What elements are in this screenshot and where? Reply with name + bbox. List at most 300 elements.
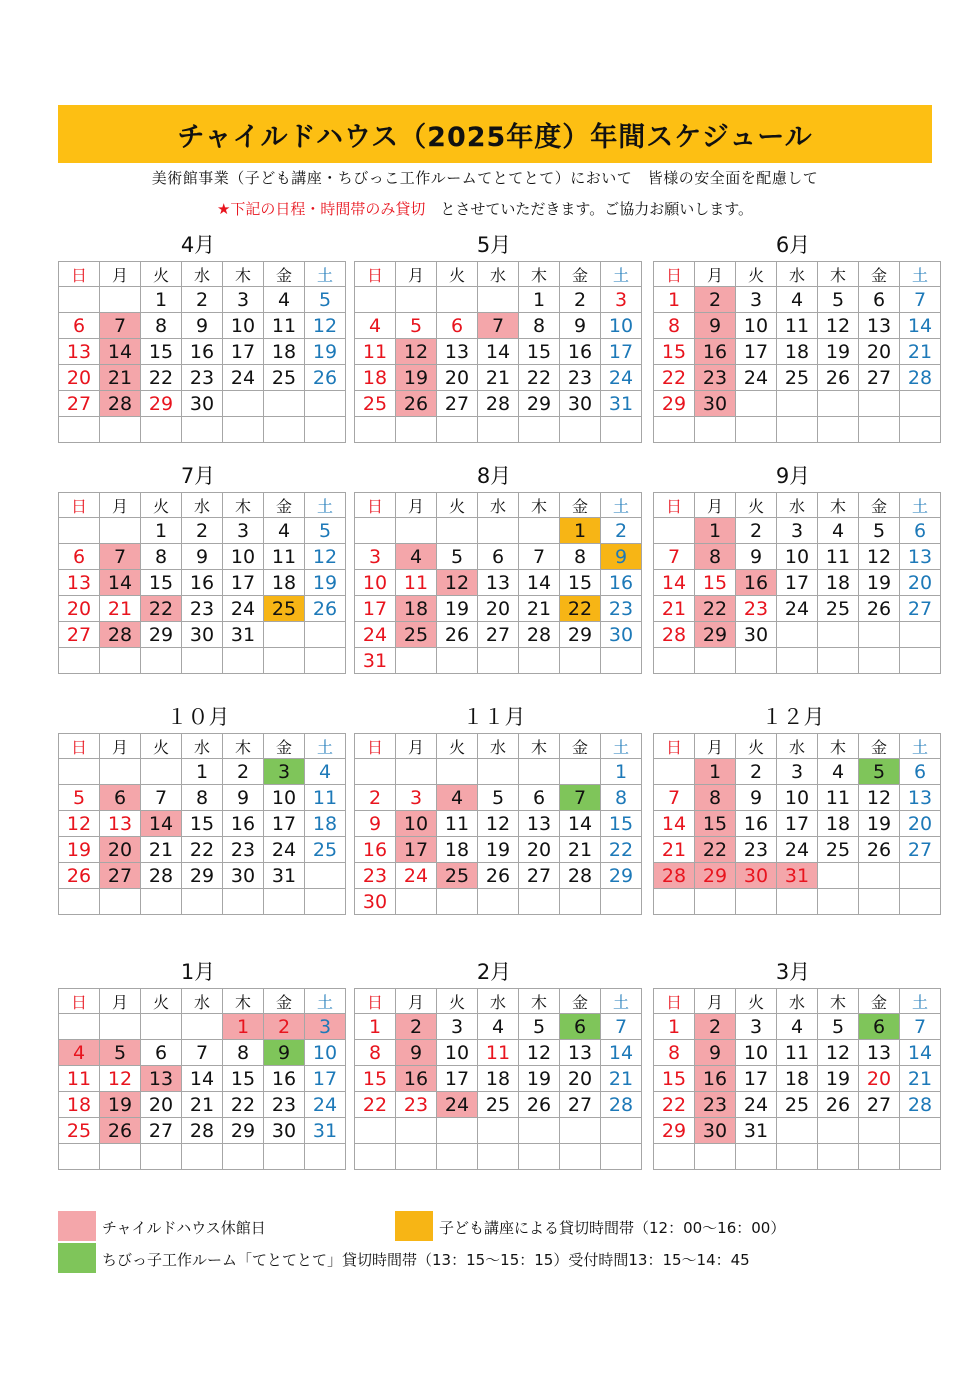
day-cell: 5 [437,544,478,570]
week-row [654,785,941,811]
empty-cell [100,889,141,915]
day-cell: 30 [736,622,777,648]
empty-cell [519,759,560,785]
day-cell: 24 [223,596,264,622]
day-cell: 25 [478,1092,519,1118]
day-cell: 3 [264,759,305,785]
week-row [654,1144,941,1170]
day-cell: 21 [900,1066,941,1092]
week-row [59,1092,346,1118]
weekday-header: 月 [100,262,141,287]
day-cell: 30 [736,863,777,889]
empty-cell [100,648,141,674]
empty-cell [59,889,100,915]
empty-cell [59,287,100,313]
weekday-header: 日 [654,262,695,287]
day-cell: 9 [560,313,601,339]
week-row [355,313,642,339]
weekday-header: 日 [59,262,100,287]
day-cell: 27 [519,863,560,889]
day-cell: 28 [654,863,695,889]
month-table [58,733,346,915]
day-cell: 26 [100,1118,141,1144]
month-table [653,261,941,443]
day-cell: 29 [560,622,601,648]
day-cell: 20 [141,1092,182,1118]
day-cell: 8 [355,1040,396,1066]
empty-cell [355,518,396,544]
day-cell: 27 [859,1092,900,1118]
day-cell: 24 [355,622,396,648]
day-cell: 12 [818,313,859,339]
day-cell: 5 [818,287,859,313]
week-row [654,759,941,785]
empty-cell [396,518,437,544]
empty-cell [859,1118,900,1144]
weekday-header-row [59,262,346,287]
week-row [355,417,642,443]
day-cell: 1 [654,1014,695,1040]
day-cell: 17 [601,339,642,365]
day-cell: 12 [100,1066,141,1092]
month-label: 4月 [180,233,216,257]
day-cell: 8 [695,544,736,570]
weekday-header: 火 [141,493,182,518]
day-cell: 13 [900,544,941,570]
day-cell: 5 [305,287,346,313]
day-cell: 4 [264,287,305,313]
month-calendar [354,956,634,1170]
day-cell: 9 [182,544,223,570]
day-cell: 15 [141,339,182,365]
day-cell: 13 [478,570,519,596]
day-cell: 13 [437,339,478,365]
month-label: 7月 [180,464,216,488]
day-cell: 2 [182,287,223,313]
day-cell: 25 [818,596,859,622]
weekday-header: 金 [560,262,601,287]
day-cell: 8 [141,313,182,339]
weekday-header: 水 [478,493,519,518]
empty-cell [478,889,519,915]
day-cell: 26 [305,365,346,391]
day-cell: 27 [100,863,141,889]
week-row [654,648,941,674]
weekday-header: 火 [141,262,182,287]
weekday-header: 金 [560,734,601,759]
day-cell: 14 [601,1040,642,1066]
empty-cell [100,1144,141,1170]
day-cell: 20 [100,837,141,863]
empty-cell [437,648,478,674]
week-row [654,889,941,915]
day-cell: 15 [223,1066,264,1092]
day-cell: 21 [182,1092,223,1118]
day-cell: 11 [264,544,305,570]
empty-cell [223,648,264,674]
day-cell: 16 [560,339,601,365]
weekday-header: 火 [736,989,777,1014]
empty-cell [736,889,777,915]
week-row [59,518,346,544]
day-cell: 18 [818,811,859,837]
month-table [354,492,642,674]
day-cell: 24 [305,1092,346,1118]
empty-cell [59,759,100,785]
day-cell: 30 [182,622,223,648]
day-cell: 18 [264,570,305,596]
weekday-header: 土 [601,989,642,1014]
weekday-header-row [59,734,346,759]
empty-cell [695,648,736,674]
empty-cell [223,391,264,417]
empty-cell [777,1118,818,1144]
day-cell: 21 [519,596,560,622]
weekday-header: 金 [859,989,900,1014]
day-cell: 17 [736,339,777,365]
day-cell: 28 [100,622,141,648]
empty-cell [900,648,941,674]
month-label: 1月 [180,960,216,984]
weekday-header: 水 [182,262,223,287]
empty-cell [478,648,519,674]
legend-kids-swatch [395,1211,433,1241]
weekday-header: 土 [900,734,941,759]
day-cell: 6 [900,759,941,785]
day-cell: 6 [859,287,900,313]
empty-cell [560,1118,601,1144]
day-cell: 1 [560,518,601,544]
day-cell: 11 [59,1066,100,1092]
day-cell: 4 [478,1014,519,1040]
day-cell: 17 [396,837,437,863]
empty-cell [437,287,478,313]
day-cell: 30 [560,391,601,417]
day-cell: 8 [695,785,736,811]
week-row [355,1014,642,1040]
empty-cell [519,1144,560,1170]
empty-cell [264,1144,305,1170]
day-cell: 16 [695,1066,736,1092]
day-cell: 14 [900,1040,941,1066]
empty-cell [264,622,305,648]
empty-cell [818,1118,859,1144]
day-cell: 24 [223,365,264,391]
day-cell: 21 [900,339,941,365]
week-row [654,365,941,391]
week-row [654,544,941,570]
empty-cell [519,417,560,443]
day-cell: 12 [437,570,478,596]
empty-cell [859,648,900,674]
day-cell: 3 [223,518,264,544]
day-cell: 3 [305,1014,346,1040]
day-cell: 9 [264,1040,305,1066]
month-calendar [58,460,338,674]
day-cell: 28 [182,1118,223,1144]
day-cell: 25 [264,596,305,622]
day-cell: 31 [777,863,818,889]
day-cell: 20 [437,365,478,391]
empty-cell [560,648,601,674]
day-cell: 18 [355,365,396,391]
day-cell: 10 [601,313,642,339]
day-cell: 15 [355,1066,396,1092]
weekday-header-row [355,989,642,1014]
empty-cell [900,417,941,443]
week-row [59,889,346,915]
day-cell: 21 [654,596,695,622]
day-cell: 10 [355,570,396,596]
day-cell: 29 [141,391,182,417]
week-row [355,622,642,648]
empty-cell [437,417,478,443]
day-cell: 10 [223,544,264,570]
day-cell: 23 [223,837,264,863]
week-row [355,837,642,863]
day-cell: 19 [396,365,437,391]
empty-cell [859,391,900,417]
day-cell: 7 [478,313,519,339]
weekday-header: 火 [141,734,182,759]
day-cell: 22 [355,1092,396,1118]
day-cell: 8 [141,544,182,570]
day-cell: 5 [396,313,437,339]
day-cell: 25 [437,863,478,889]
month-table [354,733,642,915]
empty-cell [654,1144,695,1170]
empty-cell [305,889,346,915]
week-row [59,365,346,391]
week-row [355,1040,642,1066]
day-cell: 9 [182,313,223,339]
day-cell: 22 [141,596,182,622]
day-cell: 28 [141,863,182,889]
day-cell: 29 [601,863,642,889]
day-cell: 13 [100,811,141,837]
day-cell: 12 [818,1040,859,1066]
weekday-header: 水 [478,989,519,1014]
notice-text: とさせていただきます。ご協力お願いします。 [425,200,754,218]
month-calendar [653,701,933,915]
day-cell: 13 [560,1040,601,1066]
empty-cell [59,1014,100,1040]
day-cell: 3 [223,287,264,313]
month-label: １２月 [761,705,825,729]
day-cell: 31 [355,648,396,674]
empty-cell [437,889,478,915]
month-table [58,492,346,674]
week-row [654,391,941,417]
day-cell: 2 [182,518,223,544]
day-cell: 1 [654,287,695,313]
weekday-header: 日 [654,989,695,1014]
day-cell: 22 [695,596,736,622]
empty-cell [437,1118,478,1144]
empty-cell [355,1144,396,1170]
empty-cell [654,518,695,544]
day-cell: 23 [695,365,736,391]
weekday-header-row [355,493,642,518]
day-cell: 19 [305,570,346,596]
empty-cell [59,1144,100,1170]
week-row [355,1144,642,1170]
weekday-header: 日 [355,262,396,287]
month-calendar [58,956,338,1170]
empty-cell [478,759,519,785]
day-cell: 18 [777,339,818,365]
legend [58,1211,932,1277]
week-row [355,648,642,674]
day-cell: 14 [560,811,601,837]
day-cell: 16 [695,339,736,365]
day-cell: 9 [695,313,736,339]
month-label: 5月 [476,233,512,257]
day-cell: 29 [695,622,736,648]
month-table [58,261,346,443]
weekday-header: 日 [355,989,396,1014]
weekday-header: 土 [900,493,941,518]
day-cell: 10 [736,1040,777,1066]
empty-cell [305,622,346,648]
empty-cell [560,759,601,785]
day-cell: 29 [695,863,736,889]
empty-cell [141,889,182,915]
empty-cell [100,1014,141,1040]
empty-cell [478,518,519,544]
day-cell: 7 [100,313,141,339]
empty-cell [437,1144,478,1170]
day-cell: 6 [519,785,560,811]
day-cell: 4 [777,1014,818,1040]
day-cell: 26 [859,596,900,622]
weekday-header: 水 [777,989,818,1014]
day-cell: 20 [900,570,941,596]
month-calendar [58,701,338,915]
day-cell: 15 [695,570,736,596]
day-cell: 21 [141,837,182,863]
weekday-header: 金 [264,262,305,287]
day-cell: 28 [478,391,519,417]
empty-cell [818,417,859,443]
day-cell: 15 [654,1066,695,1092]
weekday-header: 木 [223,493,264,518]
day-cell: 4 [437,785,478,811]
week-row [654,863,941,889]
legend-closed-label: チャイルドハウス休館日 [102,1219,266,1237]
empty-cell [396,648,437,674]
day-cell: 24 [777,596,818,622]
empty-cell [560,889,601,915]
weekday-header: 日 [654,734,695,759]
day-cell: 31 [736,1118,777,1144]
month-label: 6月 [775,233,811,257]
day-cell: 12 [396,339,437,365]
day-cell: 17 [437,1066,478,1092]
week-row [59,287,346,313]
weekday-header: 土 [601,734,642,759]
weekday-header: 水 [182,734,223,759]
day-cell: 9 [736,544,777,570]
day-cell: 30 [695,1118,736,1144]
day-cell: 5 [100,1040,141,1066]
week-row [59,570,346,596]
day-cell: 15 [141,570,182,596]
empty-cell [777,391,818,417]
page-title [58,105,932,163]
week-row [59,648,346,674]
weekday-header: 水 [182,989,223,1014]
day-cell: 25 [777,1092,818,1118]
weekday-header: 木 [818,262,859,287]
empty-cell [141,1144,182,1170]
empty-cell [654,648,695,674]
day-cell: 26 [818,1092,859,1118]
month-calendar [354,229,634,443]
day-cell: 13 [519,811,560,837]
day-cell: 19 [59,837,100,863]
day-cell: 10 [777,785,818,811]
weekday-header: 水 [478,734,519,759]
weekday-header: 火 [736,493,777,518]
day-cell: 25 [818,837,859,863]
empty-cell [519,889,560,915]
day-cell: 19 [818,339,859,365]
empty-cell [59,417,100,443]
week-row [59,1014,346,1040]
day-cell: 22 [141,365,182,391]
day-cell: 18 [59,1092,100,1118]
weekday-header: 木 [818,734,859,759]
day-cell: 19 [859,570,900,596]
day-cell: 31 [223,622,264,648]
day-cell: 13 [59,570,100,596]
day-cell: 7 [141,785,182,811]
day-cell: 9 [355,811,396,837]
empty-cell [736,1144,777,1170]
day-cell: 21 [100,596,141,622]
empty-cell [305,391,346,417]
day-cell: 11 [396,570,437,596]
day-cell: 14 [654,570,695,596]
day-cell: 8 [654,313,695,339]
day-cell: 22 [654,1092,695,1118]
week-row [654,1118,941,1144]
empty-cell [100,287,141,313]
empty-cell [900,1118,941,1144]
page-title-text: チャイルドハウス（2025年度）年間スケジュール [177,121,813,153]
day-cell: 27 [59,622,100,648]
day-cell: 4 [305,759,346,785]
month-label: 9月 [775,464,811,488]
day-cell: 4 [59,1040,100,1066]
day-cell: 30 [182,391,223,417]
weekday-header: 水 [777,262,818,287]
day-cell: 7 [601,1014,642,1040]
empty-cell [305,863,346,889]
empty-cell [695,889,736,915]
week-row [355,785,642,811]
day-cell: 16 [223,811,264,837]
weekday-header: 日 [654,493,695,518]
day-cell: 17 [736,1066,777,1092]
empty-cell [141,648,182,674]
day-cell: 19 [437,596,478,622]
empty-cell [182,417,223,443]
day-cell: 4 [396,544,437,570]
empty-cell [695,417,736,443]
day-cell: 2 [396,1014,437,1040]
